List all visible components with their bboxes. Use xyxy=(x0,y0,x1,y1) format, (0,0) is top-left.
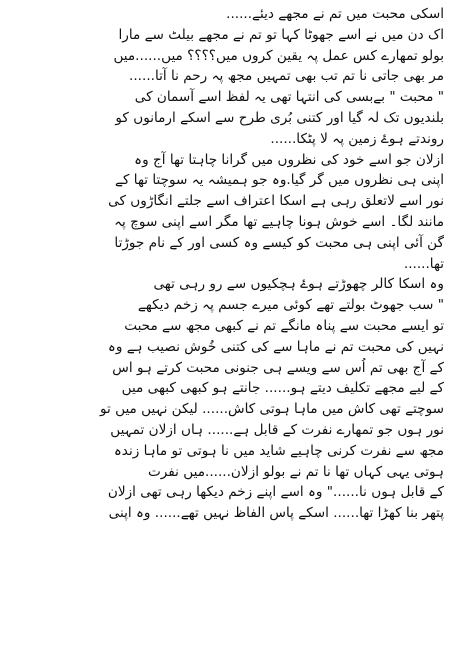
text-line: مجھ سے نفرت کرنی چاہیے شاید میں نا ہوتی تو ماہا زندہ xyxy=(113,442,444,459)
text-line: تھا...... xyxy=(403,255,444,272)
text-line: بلندیوں تک لہ گیا اور کتنی بُری طرح سے اسکے ارمانوں کو xyxy=(115,109,444,126)
text-line: " سب جھوٹ بولتے تھے کوئی میرے جسم پہ زخم دیکھے xyxy=(137,297,444,314)
text-line: اسکی محبت میں تم نے مجھے دیئے...... xyxy=(226,6,444,22)
text-line: اک دن میں نے اسے جھوٹا کہا تو تم نے مجھے بیلٹ سے مارا xyxy=(118,26,444,43)
text-line: ازلان جو اسے خود کی نظروں میں گرانا چاہتا تھا آج وہ xyxy=(134,151,444,168)
text-line: بولو تمھارے کس عمل پہ یقین کروں میں؟؟؟؟ میں......میں xyxy=(113,47,444,64)
text-line: کے قابل ہوں نا......" وہ اسے اپنے زخم دیکھا رہی تھی ازلان xyxy=(107,484,444,501)
urdu-text-body xyxy=(6,4,444,524)
text-line: گن آئی اپنی ہی محبت کو کیسے وہ کسی اور کے نام جوڑتا xyxy=(114,234,444,251)
text-line: تو ایسے محبت سے پناہ مانگے تم نے کبھی مجھ سے محبت xyxy=(124,317,444,334)
text-line: " محبت " بےبسی کی انتہا تھی یہ لفظ اسے آسمان کی xyxy=(134,89,444,106)
text-line: نور ہوں جو تمھارے نفرت کے قابل ہے...... ہاں ازلان تمہیں xyxy=(110,421,444,438)
text-line: پتھر بنا کھڑا تھا...... اسکے پاس الفاظ نہیں تھے...... وہ اپنی xyxy=(108,505,444,522)
text-line: مانند لگا۔ اسے خوش ہونا چاہیے تھا مگر اسے اپنی سوچ پہ xyxy=(114,213,444,230)
text-line: روندتے ہوۓ زمین پہ لا پٹکا...... xyxy=(270,130,444,147)
text-line: ہوتی یہی کہاں تھا نا تم نے بولو ازلان......میں نفرت xyxy=(148,463,444,480)
text-line: سوچتے تھی کاش میں ماہا ہوتی کاش...... لیکن نہیں میں تو xyxy=(99,401,444,418)
text-line: کے آج بھی تم اُس سے ویسے ہی جنونی محبت کرتے ہو اس xyxy=(112,359,444,376)
text-line: نہیں کی محبت تم نے ماہا سے کی کتنی خُوش نصیب ہے وہ xyxy=(107,338,444,355)
text-line: نور اسے لاتعلق رہی ہے اسکا اعتراف اسے جلتے انگاڑوں کی xyxy=(108,193,444,210)
text-line: کے لیے مجھے تکلیف دیتے ہو...... جانتے ہو کبھی کبھی میں xyxy=(121,380,444,397)
text-line: اپنی ہی نظروں میں گر گیا.وہ جو ہمیشہ یہ سوچتا تھا کے xyxy=(115,172,444,189)
text-line: وہ اسکا کالر چھوڑتے ہوۓ ہچکیوں سے رو رہی تھی xyxy=(153,276,444,293)
text-line: مر بھی جاتی نا تم تب بھی تمہیں مجھ پہ رحم نا آتا...... xyxy=(129,68,444,85)
